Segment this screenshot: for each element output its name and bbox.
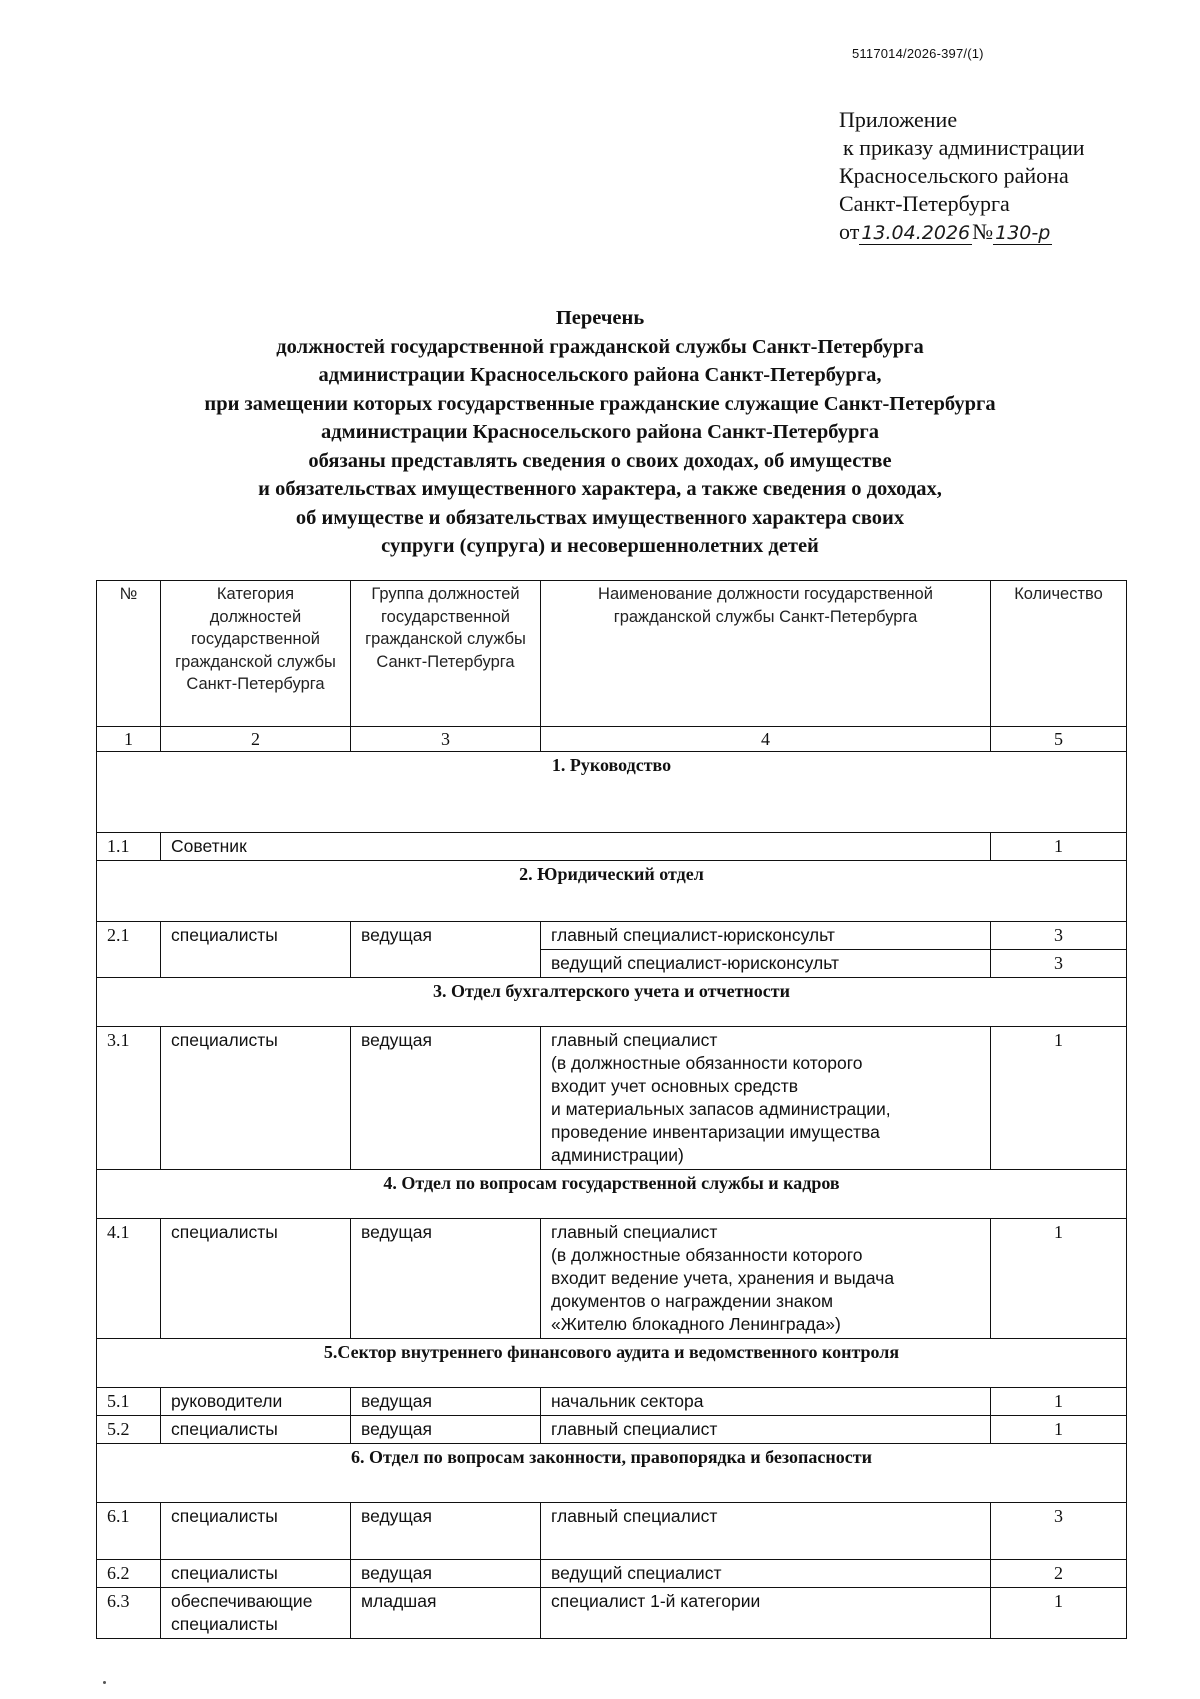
section-row [97,861,1127,922]
section-title: 1. Руководство [97,752,1127,833]
row-count: 3 [991,1503,1127,1560]
title-line: Перечень [555,307,645,329]
row-position: главный специалист [541,1503,991,1560]
header-category: Категория должностей государственной гражданской службы Санкт-Петербурга [161,581,351,727]
position-line: документов о награждении знаком [551,1291,834,1311]
column-number: 3 [351,727,541,752]
section-title: 5.Сектор внутреннего финансового аудита и ведомственного контроля [97,1339,1127,1388]
document-title [0,304,1200,561]
row-number: 6.3 [97,1588,161,1639]
document-registration-number: 5117014/2026-397/(1) [852,46,984,61]
row-number: 1.1 [97,833,161,861]
category-line: обеспечивающие [171,1591,313,1611]
table-row [97,922,1127,950]
row-position: Советник [161,833,991,861]
section-title: 3. Отдел бухгалтерского учета и отчетности [97,978,1127,1027]
scan-speck [103,1681,106,1684]
section-title: 6. Отдел по вопросам законности, правопорядка и безопасности [97,1444,1127,1503]
position-line: главный специалист [551,1222,718,1242]
from-label: от [839,219,860,244]
row-position [541,1027,991,1170]
row-position [541,1219,991,1339]
row-number: 3.1 [97,1027,161,1170]
row-category: руководители [161,1388,351,1416]
position-line: главный специалист [551,1030,718,1050]
header-count: Количество [991,581,1127,727]
row-position: ведущий специалист [541,1560,991,1588]
row-count: 1 [991,1416,1127,1444]
position-line: входит учет основных средств [551,1076,799,1096]
row-number: 5.1 [97,1388,161,1416]
table-row [97,1027,1127,1170]
position-line: «Жителю блокадного Ленинграда») [551,1314,841,1334]
title-line: администрации Красносельского района Санкт-Петербурга, [318,364,882,386]
appendix-line: Красносельского района [839,163,1069,188]
handwritten-order-number: 130-р [995,222,1051,244]
row-category: специалисты [161,1219,351,1339]
section-row [97,1339,1127,1388]
row-count: 2 [991,1560,1127,1588]
row-group: ведущая [351,1560,541,1588]
row-count: 1 [991,1588,1127,1639]
appendix-line: Санкт-Петербурга [839,191,1010,216]
category-line: специалисты [171,1614,278,1634]
position-line: (в должностные обязанности которого [551,1053,863,1073]
position-line: входит ведение учета, хранения и выдача [551,1268,895,1288]
table-header-row [97,581,1127,727]
header-position: Наименование должности государственной гражданской службы Санкт-Петербурга [541,581,991,727]
row-number: 4.1 [97,1219,161,1339]
title-line: обязаны представлять сведения о своих доходах, об имуществе [308,449,892,472]
row-number: 6.2 [97,1560,161,1588]
section-title: 2. Юридический отдел [97,861,1127,922]
row-count: 1 [991,1388,1127,1416]
title-line: администрации Красносельского района Санкт-Петербурга [321,421,879,443]
section-row [97,1170,1127,1219]
row-position: ведущий специалист-юрисконсульт [541,950,991,978]
section-row [97,752,1127,833]
column-number: 5 [991,727,1127,752]
header-no: № [97,581,161,727]
appendix-header [839,106,1085,247]
row-group: ведущая [351,1388,541,1416]
row-category: специалисты [161,1416,351,1444]
row-position: главный специалист [541,1416,991,1444]
column-number: 4 [541,727,991,752]
row-count: 1 [991,1219,1127,1339]
row-group: ведущая [351,1219,541,1339]
table-row [97,833,1127,861]
table-row [97,1219,1127,1339]
row-count: 1 [991,833,1127,861]
table-row [97,1388,1127,1416]
title-line: и обязательствах имущественного характера, а также сведения о доходах, [258,478,942,500]
title-line: супруги (супруга) и несовершеннолетних детей [381,535,819,557]
column-number: 1 [97,727,161,752]
row-position: специалист 1-й категории [541,1588,991,1639]
title-line: должностей государственной гражданской службы Санкт-Петербурга [276,335,924,358]
section-row [97,978,1127,1027]
row-group: младшая [351,1588,541,1639]
row-group: ведущая [351,1416,541,1444]
position-line: проведение инвентаризации имущества [551,1122,880,1142]
row-count: 3 [991,922,1127,950]
table-row [97,1416,1127,1444]
row-category: специалисты [161,1560,351,1588]
row-number: 2.1 [97,922,161,978]
appendix-date-number-line [839,218,1085,247]
row-category: специалисты [161,922,351,978]
position-line: и материальных запасов администрации, [551,1099,891,1119]
row-number: 5.2 [97,1416,161,1444]
row-count: 3 [991,950,1127,978]
table-row [97,1588,1127,1639]
table-row [97,1560,1127,1588]
positions-table [96,580,1127,1639]
row-count: 1 [991,1027,1127,1170]
section-title: 4. Отдел по вопросам государственной службы и кадров [97,1170,1127,1219]
number-label: № [972,219,994,244]
row-position: главный специалист-юрисконсульт [541,922,991,950]
appendix-line: к приказу администрации [843,135,1085,160]
handwritten-date: 13.04.2026 [861,222,971,244]
table-row [97,1503,1127,1560]
position-line: администрации) [551,1145,684,1165]
row-group: ведущая [351,1503,541,1560]
position-line: (в должностные обязанности которого [551,1245,863,1265]
row-group: ведущая [351,1027,541,1170]
section-row [97,1444,1127,1503]
appendix-line: Приложение [839,107,958,132]
column-numbers-row [97,727,1127,752]
row-category: специалисты [161,1503,351,1560]
column-number: 2 [161,727,351,752]
title-line: об имуществе и обязательствах имущественного характера своих [295,506,905,529]
row-category [161,1588,351,1639]
row-group: ведущая [351,922,541,978]
row-category: специалисты [161,1027,351,1170]
row-position: начальник сектора [541,1388,991,1416]
header-group: Группа должностей государственной гражданской службы Санкт-Петербурга [351,581,541,727]
row-number: 6.1 [97,1503,161,1560]
title-line: при замещении которых государственные гражданские служащие Санкт-Петербурга [204,392,996,415]
